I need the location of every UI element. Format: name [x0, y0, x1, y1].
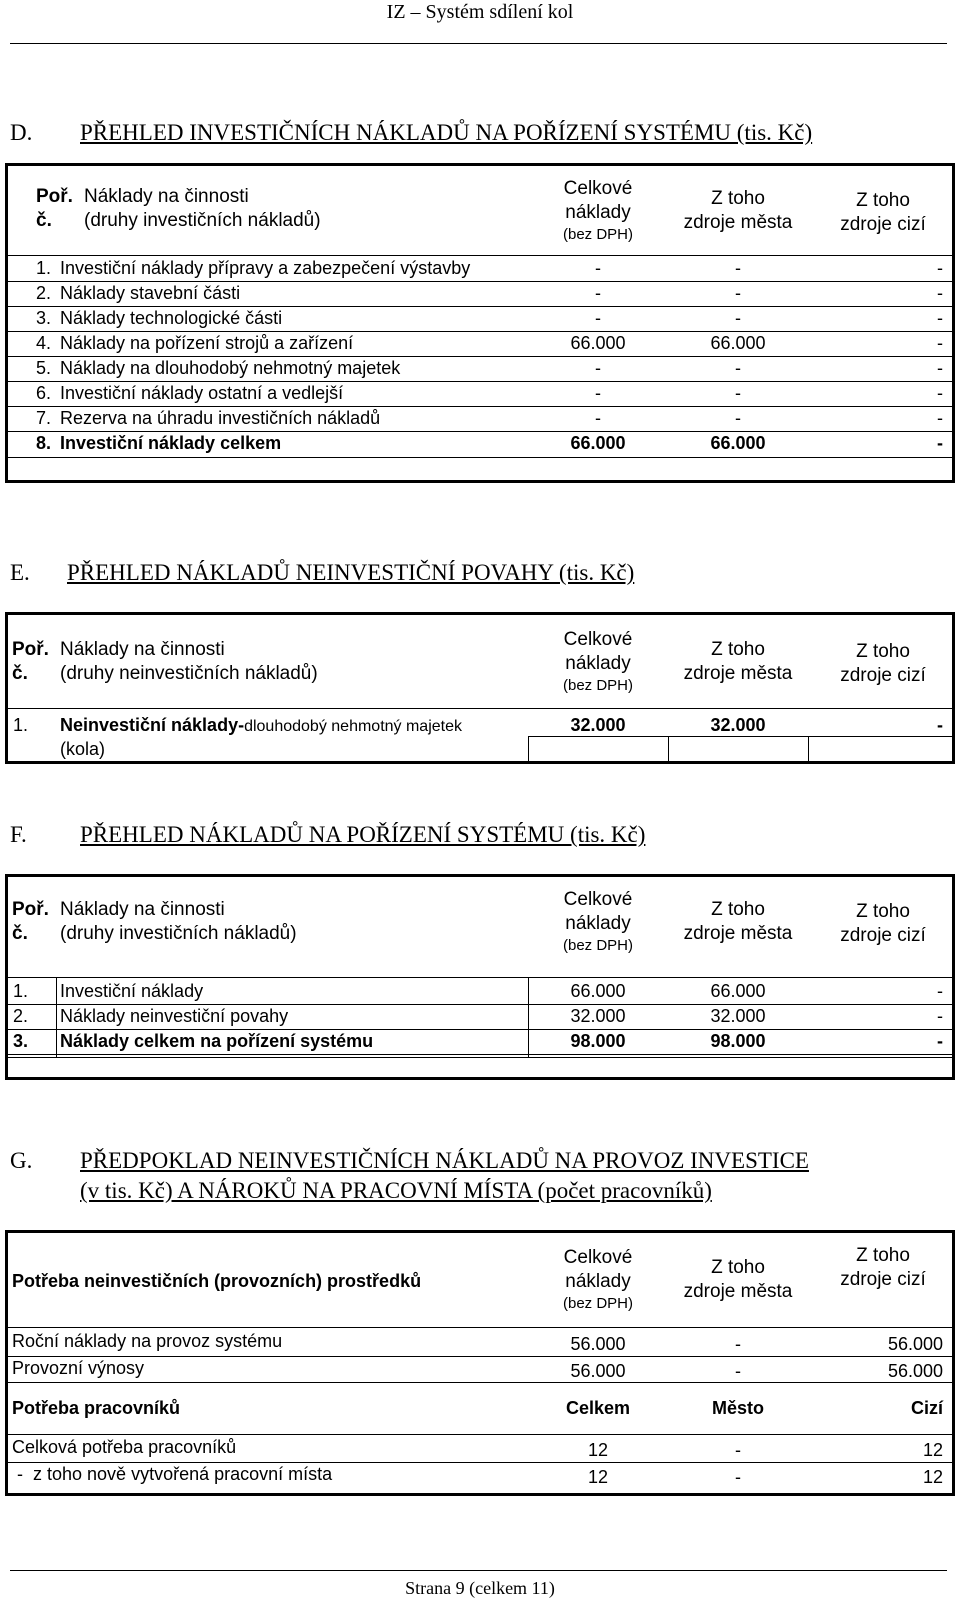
section-d-letter: D.: [10, 120, 33, 145]
row-label-2: (kola): [60, 739, 106, 759]
divider: [8, 977, 952, 978]
head-total: Celkové: [563, 1247, 633, 1268]
section-d-title: [10, 120, 812, 146]
row-number: 6.: [36, 383, 52, 403]
divider: [808, 736, 809, 764]
row-total: -: [595, 383, 601, 403]
divider: [8, 1054, 952, 1055]
row-label: Provozní výnosy: [12, 1358, 145, 1378]
divider: [8, 1462, 952, 1463]
head-label: Potřeba neinvestičních (provozních) prostředků: [12, 1271, 422, 1291]
row-total: 12: [587, 1440, 609, 1460]
row-label: Náklady neinvestiční povahy: [60, 1006, 289, 1026]
row-label: Investiční náklady celkem: [60, 433, 282, 453]
page-footer: Strana 9 (celkem 11): [405, 1578, 555, 1598]
head-city-2: zdroje města: [683, 1281, 793, 1302]
head-total-3: (bez DPH): [562, 226, 633, 243]
row-city: 32.000: [710, 715, 766, 735]
row-total: 98.000: [570, 1031, 626, 1051]
row-total: 56.000: [570, 1361, 626, 1381]
row-number: 3.: [13, 1031, 29, 1051]
divider: [8, 457, 952, 458]
head-city: Z toho: [711, 639, 765, 660]
row-foreign: -: [937, 358, 943, 378]
head-city-2: zdroje města: [683, 923, 793, 944]
row-total: -: [595, 308, 601, 328]
head-foreign: Z toho: [856, 1245, 910, 1266]
row-foreign: -: [937, 1031, 943, 1051]
row-total: 66.000: [570, 433, 626, 453]
section-e-heading: PŘEHLED NÁKLADŮ NEINVESTIČNÍ POVAHY (tis. Kč): [67, 560, 635, 585]
row-label: Náklady na pořízení strojů a zařízení: [60, 333, 354, 353]
row-foreign: -: [937, 408, 943, 428]
row-foreign: -: [937, 383, 943, 403]
head-activity-sub: (druhy neinvestičních nákladů): [60, 663, 318, 684]
row-number: 1.: [13, 981, 29, 1001]
head-city: Z toho: [711, 1257, 765, 1278]
row-foreign: -: [937, 258, 943, 278]
row-number: 1.: [36, 258, 52, 278]
row-label: Roční náklady na provoz systému: [12, 1331, 283, 1351]
section-d-heading: PŘEHLED INVESTIČNÍCH NÁKLADŮ NA POŘÍZENÍ SYSTÉMU (tis. Kč): [80, 120, 813, 145]
head-c: č.: [12, 663, 28, 684]
head-foreign: Z toho: [856, 190, 910, 211]
section-d-table: [5, 163, 955, 483]
head-activity: Náklady na činnosti: [60, 899, 225, 920]
head-city: Z toho: [711, 899, 765, 920]
row-foreign: 56.000: [887, 1361, 943, 1381]
row-number: 2.: [13, 1006, 29, 1026]
divider: [8, 255, 952, 256]
section-f-heading: PŘEHLED NÁKLADŮ NA POŘÍZENÍ SYSTÉMU (tis. Kč): [80, 822, 646, 847]
divider: [8, 356, 952, 357]
row-label-bold: Neinvestiční náklady-: [60, 715, 245, 735]
row-city: 66.000: [710, 333, 766, 353]
section-g-table: [5, 1230, 955, 1496]
row-city: -: [735, 1440, 741, 1460]
head-total: Celkové: [563, 889, 633, 910]
head-c: č.: [12, 923, 28, 944]
head-foreign: Z toho: [856, 641, 910, 662]
row-label: Investiční náklady přípravy a zabezpečení výstavby: [60, 258, 471, 278]
head-activity: Náklady na činnosti: [60, 639, 225, 660]
row-label: - z toho nově vytvořená pracovní místa: [12, 1464, 333, 1484]
row-city: -: [735, 383, 741, 403]
divider: [8, 381, 952, 382]
row-city: -: [735, 283, 741, 303]
section-g-letter: G.: [10, 1148, 33, 1173]
row-total: 66.000: [570, 333, 626, 353]
head-c: č.: [36, 210, 52, 231]
row-label: Náklady technologické části: [60, 308, 283, 328]
head-foreign-2: zdroje cizí: [840, 1269, 926, 1290]
section-f-letter: F.: [10, 822, 27, 847]
row-city: -: [735, 308, 741, 328]
row-total: 32.000: [570, 1006, 626, 1026]
row-number: 4.: [36, 333, 52, 353]
row-number: 3.: [36, 308, 52, 328]
section-e-letter: E.: [10, 560, 30, 585]
row-total: 56.000: [570, 1334, 626, 1354]
row-foreign: 12: [922, 1440, 943, 1460]
row-foreign: -: [937, 433, 943, 453]
head-total: Celkové: [563, 178, 633, 199]
divider: [8, 1434, 952, 1435]
divider: [8, 1057, 952, 1058]
row-label: Náklady na dlouhodobý nehmotný majetek: [60, 358, 401, 378]
row-number: 8.: [36, 433, 52, 453]
row-city: -: [735, 258, 741, 278]
head-total-3: (bez DPH): [562, 677, 633, 694]
divider: [8, 708, 952, 709]
row-foreign: -: [937, 283, 943, 303]
head-city: Z toho: [711, 188, 765, 209]
row-label: [60, 715, 462, 736]
head-total-2: náklady: [565, 1271, 631, 1292]
row-city: -: [735, 358, 741, 378]
row-label: Celková potřeba pracovníků: [12, 1437, 237, 1457]
section-f-title: [10, 822, 645, 848]
section-e-table: [5, 612, 955, 764]
divider: [8, 1382, 952, 1383]
row-total: -: [595, 358, 601, 378]
row-label: Investiční náklady ostatní a vedlejší: [60, 383, 344, 403]
row-city: 98.000: [710, 1031, 766, 1051]
section-g-title: [10, 1146, 809, 1206]
head-city-2: zdroje města: [683, 212, 793, 233]
row-city: 32.000: [710, 1006, 766, 1026]
section-f-table: [5, 874, 955, 1080]
head-total-2: náklady: [565, 202, 631, 223]
workers-head-total: Celkem: [565, 1398, 631, 1418]
head-total-3: (bez DPH): [562, 1295, 633, 1312]
row-foreign: -: [937, 981, 943, 1001]
row-city: 66.000: [710, 981, 766, 1001]
row-label: Náklady stavební části: [60, 283, 241, 303]
divider: [56, 977, 57, 1057]
divider: [8, 431, 952, 432]
workers-head-city: Město: [711, 1398, 764, 1418]
row-number: 1.: [13, 715, 29, 735]
page-header: IZ – Systém sdílení kol: [386, 1, 574, 23]
head-activity-sub: (druhy investičních nákladů): [84, 210, 321, 231]
head-por: Poř.: [12, 899, 49, 920]
head-por: Poř.: [12, 639, 49, 660]
divider: [8, 306, 952, 307]
row-number: 7.: [36, 408, 52, 428]
row-total: -: [595, 408, 601, 428]
row-total: 66.000: [570, 981, 626, 1001]
row-foreign: -: [937, 1006, 943, 1026]
head-por: Poř.: [36, 186, 73, 207]
divider: [8, 331, 952, 332]
workers-head-label: Potřeba pracovníků: [12, 1398, 181, 1418]
footer-rule: [10, 1570, 947, 1571]
row-number: 5.: [36, 358, 52, 378]
divider: [528, 977, 529, 1057]
row-label: Investiční náklady: [60, 981, 204, 1001]
row-label-rest: dlouhodobý nehmotný majetek: [244, 718, 462, 735]
divider: [8, 1356, 952, 1357]
row-foreign: 56.000: [887, 1334, 943, 1354]
row-total: -: [595, 283, 601, 303]
row-city: -: [735, 1467, 741, 1487]
header-rule: [10, 43, 947, 44]
head-activity-sub: (druhy investičních nákladů): [60, 923, 297, 944]
workers-head-foreign: Cizí: [910, 1398, 943, 1418]
divider: [528, 736, 529, 764]
row-city: -: [735, 1361, 741, 1381]
head-foreign-2: zdroje cizí: [840, 925, 926, 946]
row-total: -: [595, 258, 601, 278]
divider: [8, 281, 952, 282]
head-total-2: náklady: [565, 653, 631, 674]
divider: [528, 736, 952, 737]
section-e-title: [10, 560, 634, 586]
row-city: 66.000: [710, 433, 766, 453]
row-total: 32.000: [570, 715, 626, 735]
head-total: Celkové: [563, 629, 633, 650]
head-foreign-2: zdroje cizí: [840, 214, 926, 235]
row-foreign: -: [937, 333, 943, 353]
divider: [8, 1029, 952, 1030]
row-number: 2.: [36, 283, 52, 303]
row-city: -: [735, 1334, 741, 1354]
row-foreign: -: [937, 715, 943, 735]
head-city-2: zdroje města: [683, 663, 793, 684]
section-g-heading: PŘEDPOKLAD NEINVESTIČNÍCH NÁKLADŮ NA PROVOZ INVESTICE: [80, 1148, 809, 1173]
row-label: Rezerva na úhradu investičních nákladů: [60, 408, 381, 428]
row-foreign: 12: [922, 1467, 943, 1487]
divider: [8, 1004, 952, 1005]
head-activity: Náklady na činnosti: [84, 186, 249, 207]
divider: [8, 406, 952, 407]
row-label: Náklady celkem na pořízení systému: [60, 1031, 374, 1051]
head-total-2: náklady: [565, 913, 631, 934]
row-city: -: [735, 408, 741, 428]
section-g-heading-2: (v tis. Kč) A NÁROKŮ NA PRACOVNÍ MÍSTA (počet pracovníků): [80, 1178, 712, 1203]
divider: [668, 736, 669, 764]
row-foreign: -: [937, 308, 943, 328]
head-foreign: Z toho: [856, 901, 910, 922]
divider: [8, 1327, 952, 1328]
head-foreign-2: zdroje cizí: [840, 665, 926, 686]
row-total: 12: [587, 1467, 609, 1487]
head-total-3: (bez DPH): [562, 937, 633, 954]
